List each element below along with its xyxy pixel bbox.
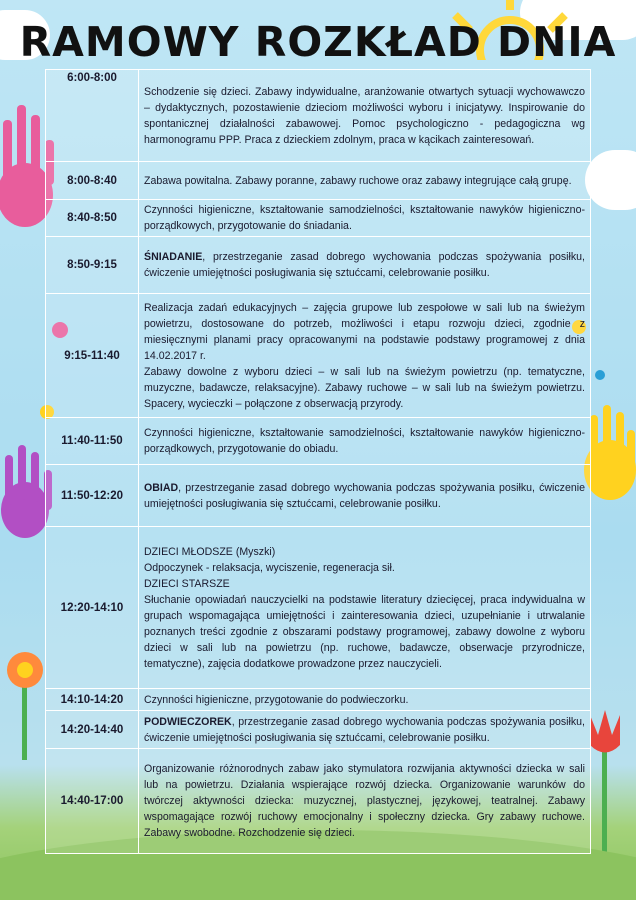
time-slot: 12:20-14:10 xyxy=(46,527,139,689)
activity-description: Czynności higieniczne, przygotowanie do podwieczorku. xyxy=(139,689,591,711)
activity-description: Czynności higieniczne, kształtowanie samodzielności, kształtowanie nawyków higieniczno-porządkowych, przygotowanie do śniadania. xyxy=(139,200,591,237)
activity-paragraph: Słuchanie opowiadań nauczycielki na podstawie literatury dziecięcej, praca indywidualna w grupach wspomagająca umiejętności i zainteresowania dzieci, uzupełnianie i utrwalanie poznanych treści zgodnie z obszarami podstawy programowej, zabawy dowolne z wyboru dzieci w sali lub na powietrzu (np. ruchowe, badawcze, obserwacje przyrodnicze, tematyczne), zajęcia dodatkowe prowadzone przez nauczycieli. xyxy=(144,593,585,670)
activity-text: , przestrzeganie zasad dobrego wychowania podczas spożywania posiłku, ćwiczenie umiejętności posługiwania się sztućcami, celebrowanie posiłku. xyxy=(144,715,585,744)
activity-text: , przestrzeganie zasad dobrego wychowania podczas spożywania posiłku, ćwiczenie umiejętności posługiwania się sztućcami, celebrowanie posiłku. xyxy=(144,481,585,510)
activity-description: Zabawa powitalna. Zabawy poranne, zabawy ruchowe oraz zabawy integrujące całą grupę. xyxy=(139,162,591,200)
time-slot: 8:00-8:40 xyxy=(46,162,139,200)
activity-description xyxy=(139,711,591,749)
activity-paragraph: Zabawy dowolne z wyboru dzieci – w sali lub na świeżym powietrzu (np. tematyczne, muzyczne, badawcze, relaksacyjne). Zabawy ruchowe – w sali lub na świeżym powietrzu. Spacery, wycieczki – połączone z obserwacją przyrody. xyxy=(144,365,585,410)
schedule-row xyxy=(46,689,591,711)
activity-description: Czynności higieniczne, kształtowanie samodzielności, kształtowanie nawyków higieniczno-porządkowych, przygotowanie do obiadu. xyxy=(139,418,591,465)
time-slot: 11:40-11:50 xyxy=(46,418,139,465)
schedule-row xyxy=(46,162,591,200)
time-slot: 11:50-12:20 xyxy=(46,465,139,527)
activity-description xyxy=(139,527,591,689)
activity-description: Organizowanie różnorodnych zabaw jako stymulatora rozwijania aktywności dziecka w sali lub na powietrzu. Działania wspierające rozwój dziecka. Organizowanie warunków do twórczej aktywności dziecka: muzycznej, plastycznej, językowej, teatralnej. Zabawy wspomagające rozwój ruchowy emocjonalny i społeczny dziecka. Gry zabawy ruchowe. Zabawy swobodne. Rozchodzenie się dzieci. xyxy=(139,749,591,854)
time-slot: 14:10-14:20 xyxy=(46,689,139,711)
group-heading: DZIECI STARSZE xyxy=(144,577,230,590)
schedule-row xyxy=(46,418,591,465)
activity-description xyxy=(139,465,591,527)
schedule-row xyxy=(46,70,591,162)
schedule-row xyxy=(46,527,591,689)
time-slot: 8:40-8:50 xyxy=(46,200,139,237)
schedule-row xyxy=(46,294,591,418)
activity-description: Schodzenie się dzieci. Zabawy indywidualne, aranżowanie otwartych sytuacji wychowawczo – dydaktycznych, pozostawienie dzieciom możliwości wyboru i inicjatywy. Inspirowanie do spontanicznej działalności zabawowej. Pomoc psychologiczno - pedagogiczna wg harmonogramu PPP. Praca z dzieckiem zdolnym, praca w kącikach zainteresowań. xyxy=(139,70,591,162)
meal-label: PODWIECZOREK xyxy=(144,715,232,728)
time-slot: 14:20-14:40 xyxy=(46,711,139,749)
schedule-row xyxy=(46,711,591,749)
time-slot: 8:50-9:15 xyxy=(46,237,139,294)
meal-label: ŚNIADANIE xyxy=(144,251,203,263)
schedule-row xyxy=(46,200,591,237)
meal-label: OBIAD xyxy=(144,481,179,494)
schedule-row xyxy=(46,237,591,294)
activity-paragraph: Realizacja zadań edukacyjnych – zajęcia grupowe lub zespołowe w sali lub na świeżym powietrzu, dostosowane do potrzeb, możliwości i etapu rozwoju dzieci, zgodnie z miesięcznymi planami pracy opracowanymi na podstawie podstawy programowej z dnia 14.02.2017 r. xyxy=(144,301,585,362)
page-title: RAMOWY ROZKŁAD DNIA xyxy=(19,18,617,66)
time-slot: 14:40-17:00 xyxy=(46,749,139,854)
activity-paragraph: Odpoczynek - relaksacja, wyciszenie, regeneracja sił. xyxy=(144,561,395,574)
schedule-row xyxy=(46,749,591,854)
activity-description xyxy=(139,294,591,418)
activity-text: , przestrzeganie zasad dobrego wychowania podczas spożywania posiłku, ćwiczenie umiejętności posługiwania się sztućcami, celebrowanie posiłku. xyxy=(144,251,585,279)
activity-description xyxy=(139,237,591,294)
cloud-right-mid xyxy=(585,150,636,210)
schedule-table xyxy=(45,69,591,854)
schedule-row xyxy=(46,465,591,527)
blue-dot xyxy=(595,370,605,380)
time-slot: 9:15-11:40 xyxy=(46,294,139,418)
group-heading: DZIECI MŁODSZE (Myszki) xyxy=(144,545,276,558)
time-slot: 6:00-8:00 xyxy=(46,70,139,162)
